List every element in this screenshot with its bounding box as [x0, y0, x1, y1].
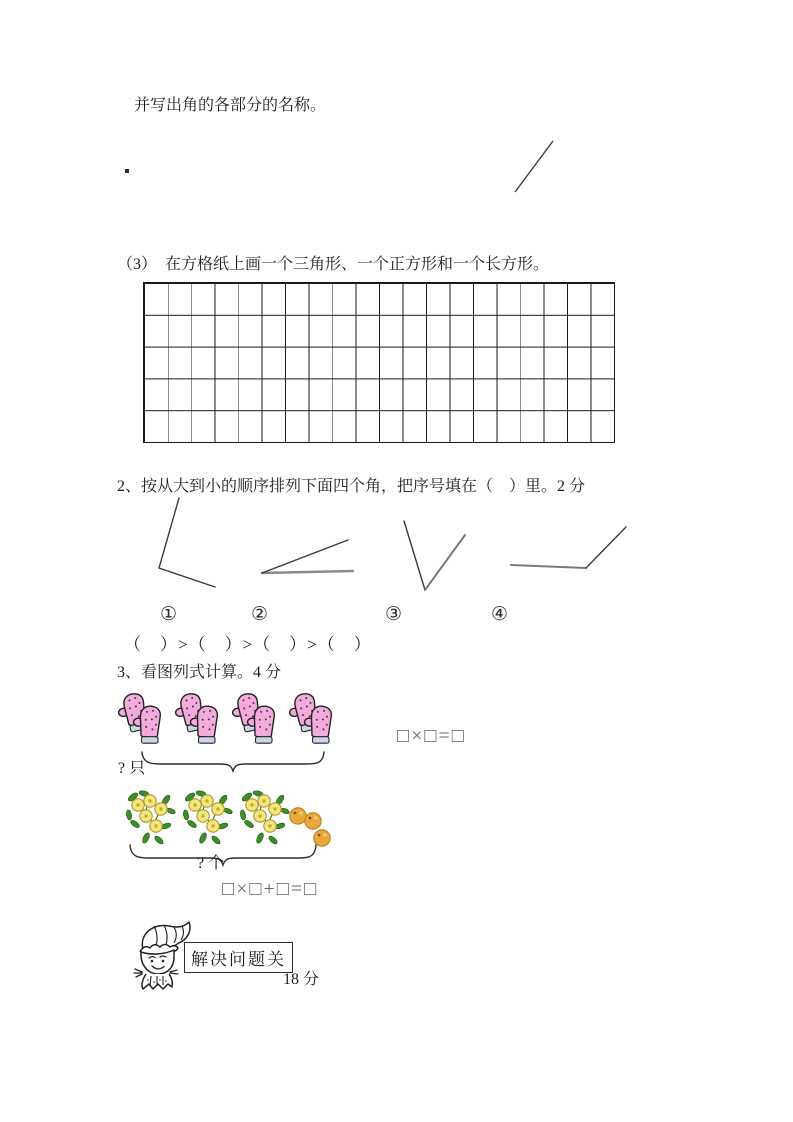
- points-label: 18 分: [283, 971, 320, 988]
- flower-cluster: [181, 789, 235, 845]
- flower-cluster: [238, 789, 292, 845]
- flower-clusters: [124, 789, 292, 845]
- flowers-question: ? 个: [197, 855, 225, 872]
- mittens-equation: □×□=□: [397, 725, 466, 747]
- grid-drawing-prompt: （3） 在方格纸上画一个三角形、一个正方形和一个长方形。: [117, 256, 550, 273]
- mitten-pair: [116, 693, 171, 747]
- flower-cluster: [124, 789, 178, 845]
- mitten-pair: [173, 693, 228, 747]
- picture-equations-prompt: 3、看图列式计算。4 分: [117, 664, 282, 681]
- order-angles-prompt: 2、按从大到小的顺序排列下面四个角，把序号填在（ ）里。2 分: [117, 478, 586, 495]
- flowers-equation: □×□+□=□: [222, 878, 319, 900]
- angle-label-4: ④: [491, 604, 509, 625]
- angle-label-1: ①: [160, 604, 178, 625]
- problem-solving-badge: 解决问题关: [184, 942, 293, 973]
- mitten-pair: [287, 693, 342, 747]
- mitten-pair: [230, 693, 285, 747]
- angle-parts-instruction: 并写出角的各部分的名称。: [134, 97, 327, 114]
- mitten-groups: [116, 693, 342, 747]
- vertex-point-dot: [125, 169, 129, 173]
- mittens-question: ? 只: [118, 760, 146, 777]
- four-angles-figure: [108, 488, 648, 618]
- mittens-brace: [140, 749, 326, 775]
- angle-label-3: ③: [385, 604, 403, 625]
- comparison-blanks: （ ）>（ ）>（ ）>（ ）: [124, 635, 372, 654]
- angle-ray-line: [505, 135, 565, 197]
- grid-paper: [143, 282, 615, 443]
- angle-label-2: ②: [251, 604, 269, 625]
